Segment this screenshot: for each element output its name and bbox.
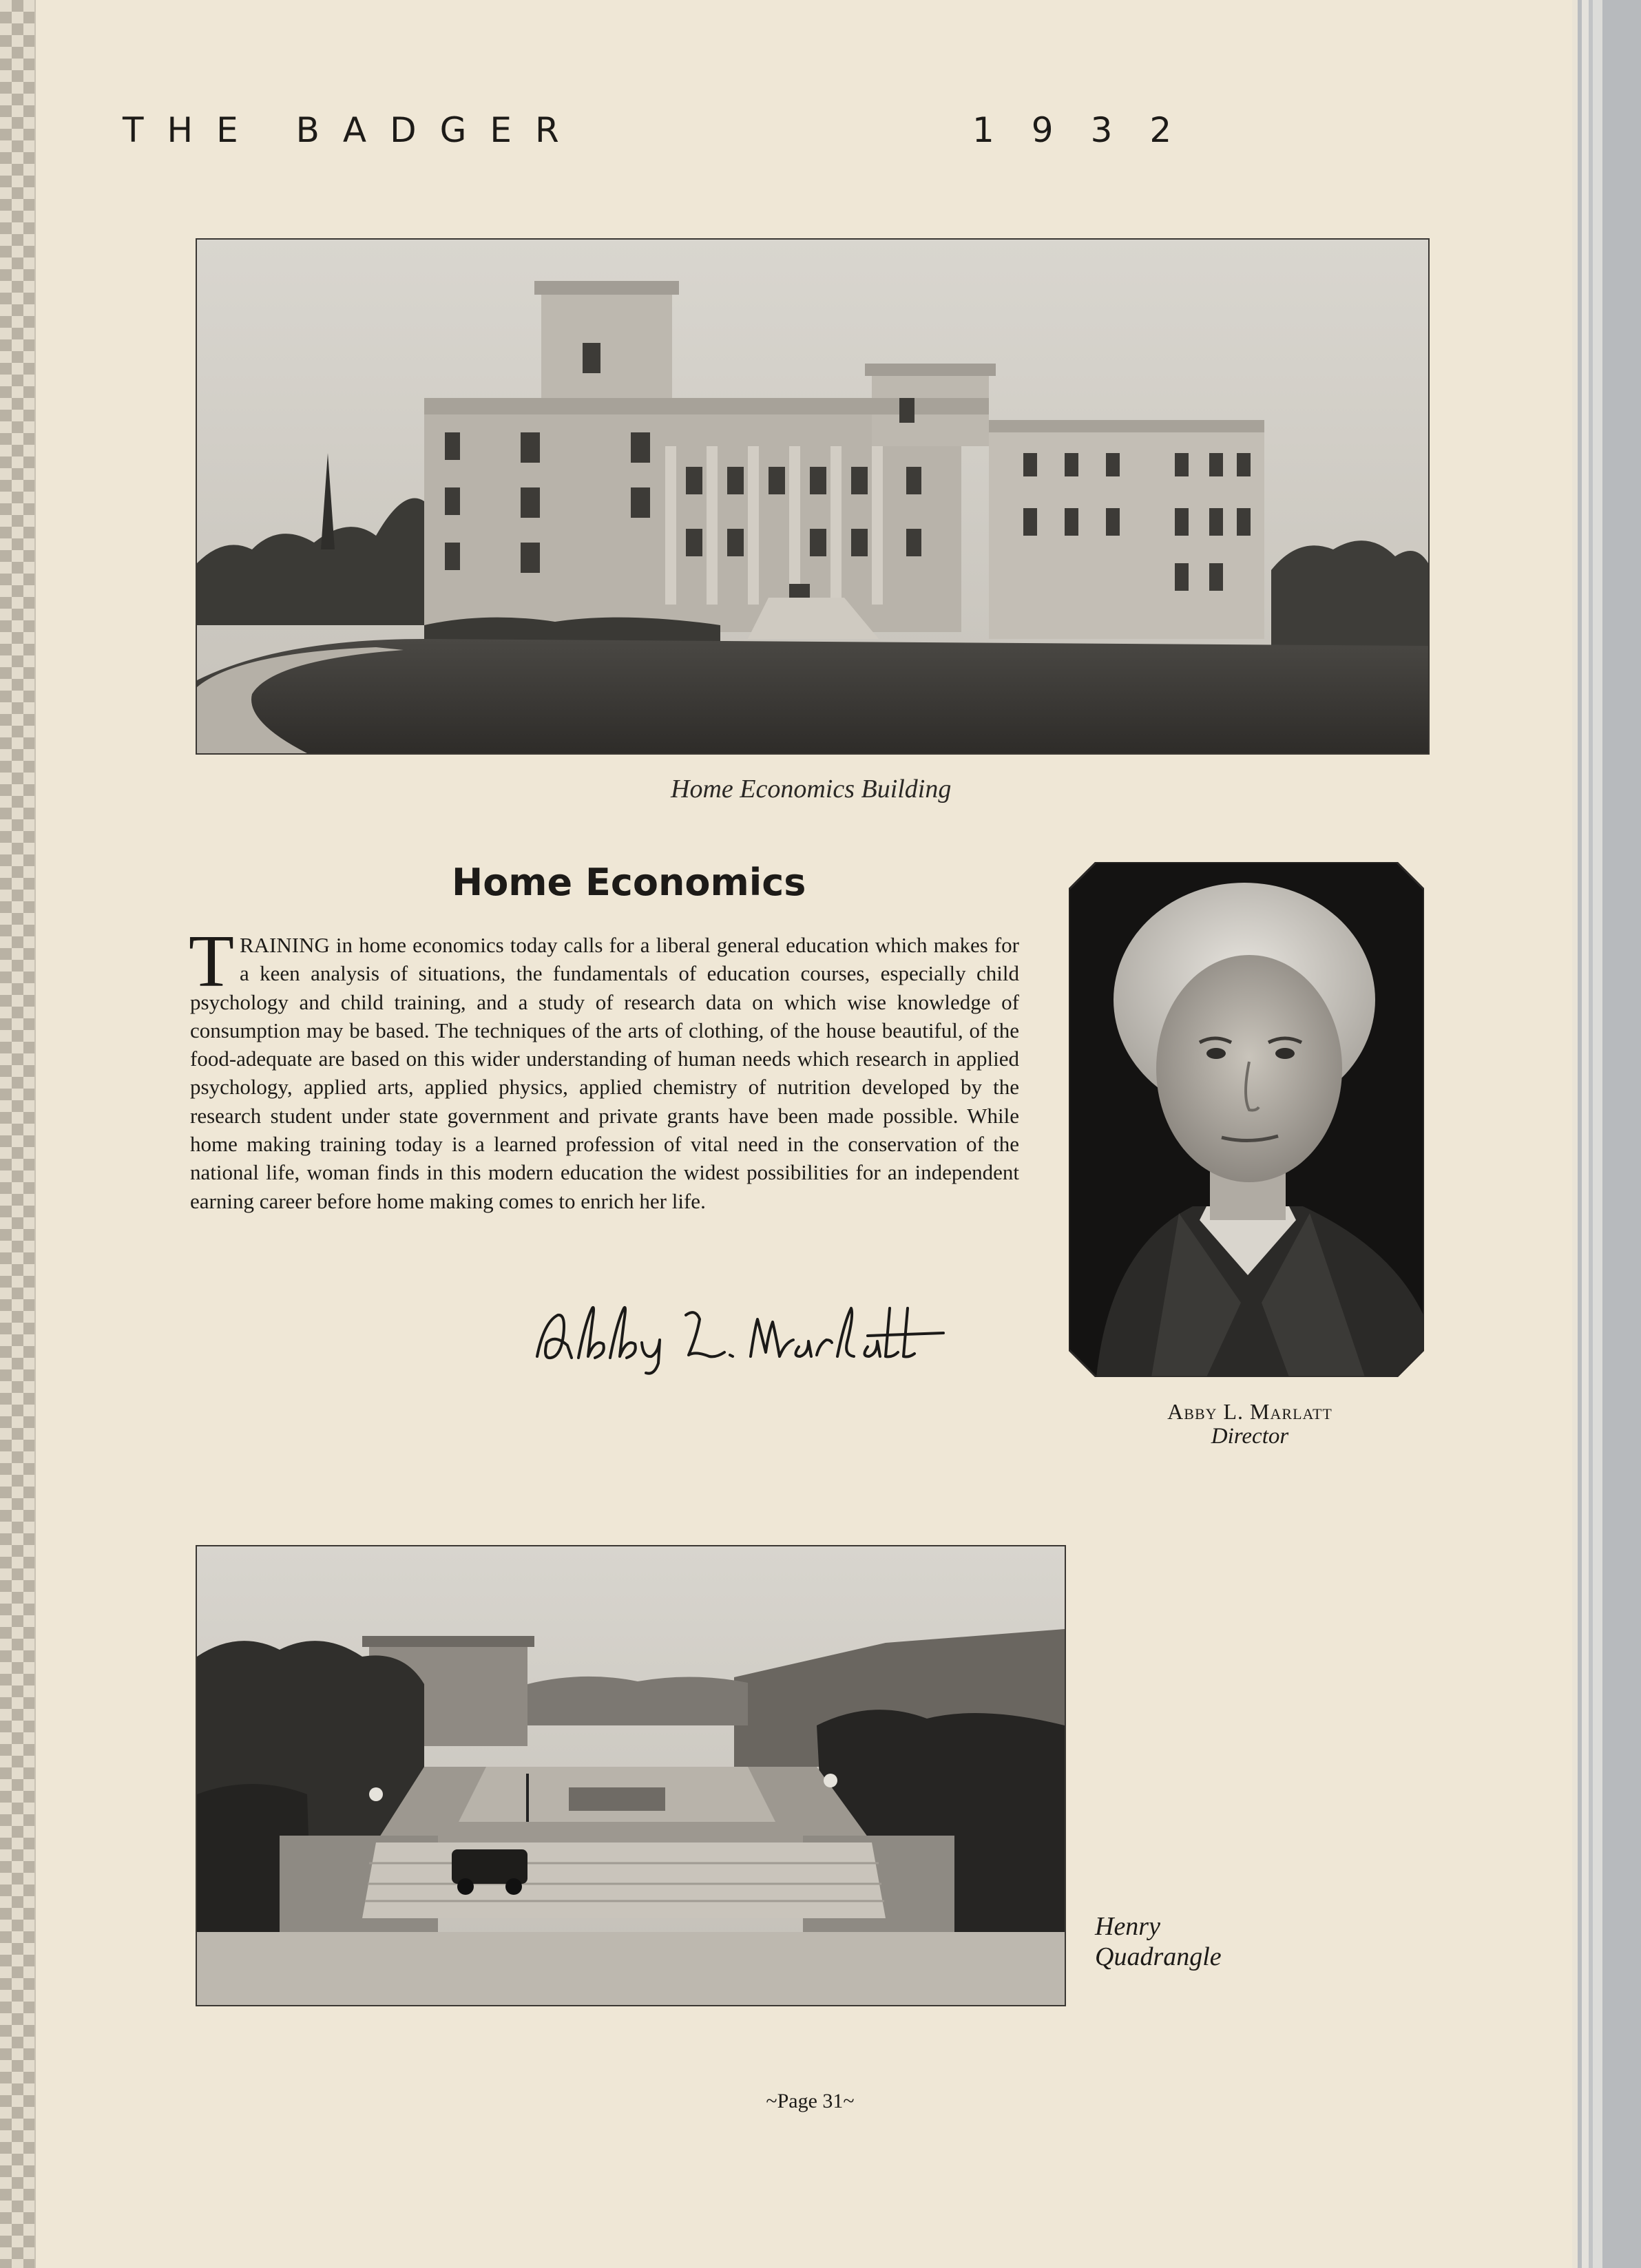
quadrangle-photo-caption bbox=[1095, 1911, 1222, 1972]
director-portrait-photo bbox=[1069, 862, 1424, 1377]
drop-cap: T bbox=[189, 921, 234, 1002]
article-heading: Home Economics bbox=[452, 861, 806, 904]
director-role-caption: Director bbox=[1211, 1424, 1289, 1449]
building-photo-caption: Home Economics Building bbox=[671, 775, 952, 804]
signature bbox=[523, 1294, 950, 1377]
quadrangle-caption-line2: Quadrangle bbox=[1095, 1942, 1222, 1971]
running-header-year: 1932 bbox=[972, 110, 1209, 150]
running-header-title: THE BADGER bbox=[123, 110, 583, 150]
home-economics-building-photo bbox=[196, 238, 1430, 755]
quadrangle-caption-line1: Henry bbox=[1095, 1912, 1160, 1941]
article-body-text: RAINING in home economics today calls for a liberal general education which makes for a keen analysis of situations, the fundamentals of education courses, especially child psychology and child training, and a study of research data on which wise knowledge of consumption may be based. The techniques of the arts of clothing, of the house beautiful, of the food-adequate are based on this wider understanding of human needs which research in applied psychology, applied arts, applied physics, applied chemistry of nutrition developed by the research student under state government and private grants have been made possible. While home making training today is a learned profession of vital need in the conservation of the national life, woman finds in this modern education the widest possibilities for an independent earning career before home making comes to enrich her life. bbox=[190, 933, 1019, 1213]
decorative-left-border bbox=[0, 0, 36, 2268]
director-name-caption: Abby L. Marlatt bbox=[1167, 1399, 1332, 1424]
henry-quadrangle-photo bbox=[196, 1545, 1066, 2006]
page-number: ~Page 31~ bbox=[766, 2090, 855, 2112]
page-binding-edge bbox=[1572, 0, 1641, 2268]
article-body bbox=[189, 921, 1019, 1215]
